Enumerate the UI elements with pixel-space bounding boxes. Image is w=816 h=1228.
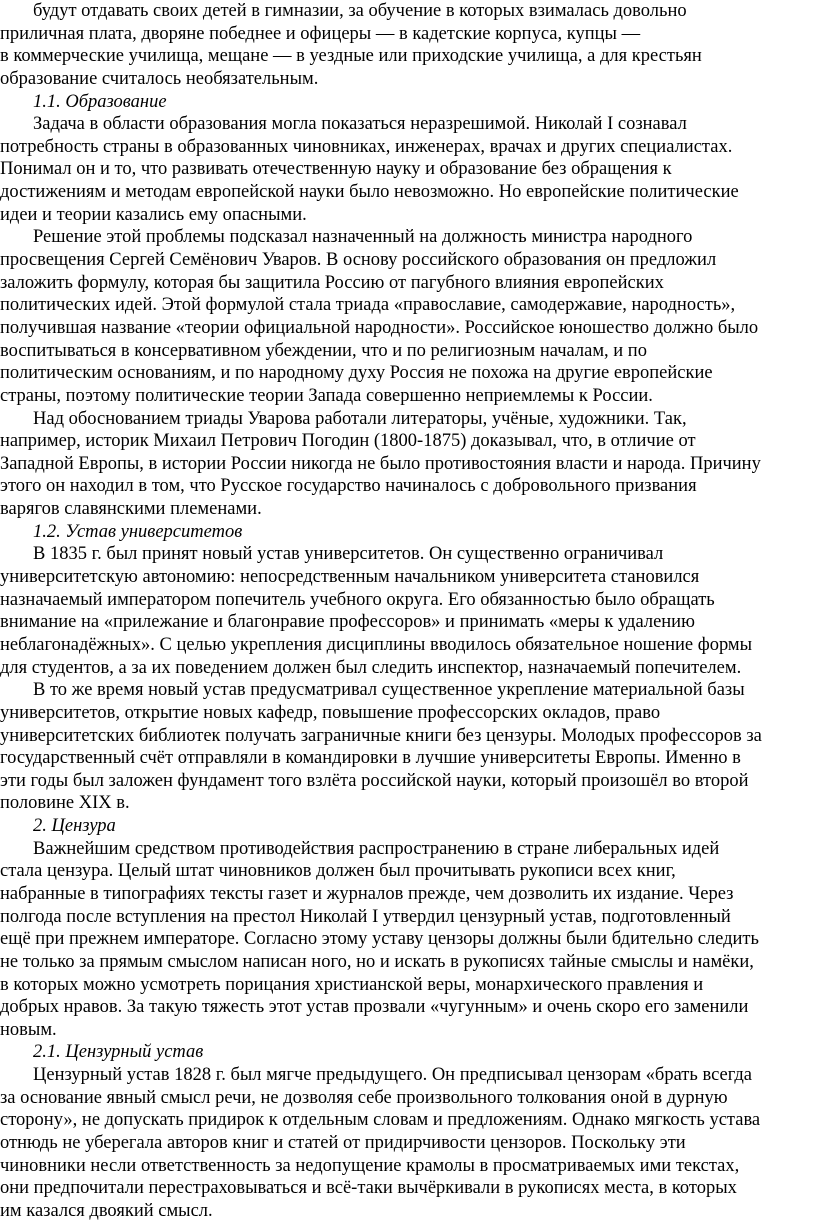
- text-line: этого он находил в том, что Русское государство начиналось с добровольного призвания: [0, 476, 697, 497]
- section-heading: [0, 521, 816, 544]
- text-line: будут отдавать своих детей в гимназии, за обучение в которых взималась довольно: [33, 1, 687, 21]
- text-line: неблагонадёжных». С целью укрепления дисциплины вводилось обязательное ношение формы: [0, 634, 753, 655]
- paragraph: [0, 838, 816, 1042]
- paragraph: [0, 226, 816, 407]
- text-line: Важнейшим средством противодействия распространению в стране либеральных идей: [33, 838, 720, 859]
- text-line: новым.: [0, 1019, 57, 1040]
- text-line: университетов, открытие новых кафедр, повышение профессорских окладов, право: [0, 702, 661, 723]
- text-line: Решение этой проблемы подсказал назначенный на должность министра народного: [33, 227, 693, 248]
- text-line: приличная плата, дворяне победнее и офицеры — в кадетские корпуса, купцы —: [0, 23, 641, 44]
- paragraph: [0, 1064, 816, 1222]
- text-line: В то же время новый устав предусматривал существенное укрепление материальной базы: [33, 680, 745, 701]
- text-line: воспитываться в консервативном убеждении, что и по религиозным началам, и по: [0, 340, 647, 361]
- text-line: заложить формулу, которая бы защитила Россию от пагубного влияния европейских: [0, 272, 664, 293]
- paragraph: [0, 113, 816, 226]
- text-line: половине XIX в.: [0, 793, 130, 814]
- text-line: им казался двоякий смысл.: [0, 1200, 213, 1221]
- text-line: достижениям и методам европейской науки было невозможно. Но европейские политические: [0, 182, 739, 203]
- text-line: эти годы был заложен фундамент того взлёта российской науки, который произошёл во второй: [0, 770, 749, 791]
- text-line: внимание на «прилежание и благонравие профессоров» и принимать «меры к удалению: [0, 612, 695, 633]
- text-line: отнюдь не уберегала авторов книг и статей от придирчивости цензоров. Поскольку эти: [0, 1133, 686, 1154]
- text-line: для студентов, а за их поведением должен был следить инспектор, назначаемый попечителем.: [0, 657, 742, 678]
- text-line: Над обоснованием триады Уварова работали литераторы, учёные, художники. Так,: [33, 408, 687, 429]
- text-line: государственный счёт отправляли в командировки в лучшие университеты Европы. Именно в: [0, 748, 741, 769]
- heading-line: 2.1. Цензурный устав: [33, 1042, 204, 1063]
- text-line: Понимал он и то, что развивать отечественную науку и образование без обращения к: [0, 159, 672, 180]
- text-line: например, историк Михаил Петрович Погодин (1800-1875) доказывал, что, в отличие от: [0, 431, 696, 452]
- paragraph: [0, 679, 816, 815]
- text-line: Цензурный устав 1828 г. был мягче предыдущего. Он предписывал цензорам «брать всегда: [33, 1065, 753, 1086]
- text-line: университетских библиотек получать заграничные книги без цензуры. Молодых профессоров за: [0, 725, 762, 746]
- text-line: они предпочитали перестраховываться и всё-таки вычёркивали в рукописях места, в которых: [0, 1178, 737, 1199]
- text-line: ещё при прежнем императоре. Согласно этому уставу цензоры должны были бдительно следить: [0, 929, 759, 950]
- text-line: политическим основаниям, и по народному духу Россия не похожа на другие европейские: [0, 363, 713, 384]
- text-line: университетскую автономию: непосредственным начальником университета становился: [0, 567, 700, 588]
- text-line: сторону», не допускать придирок к отдельным словам и предложениям. Однако мягкость устава: [0, 1110, 761, 1131]
- text-line: варягов славянскими племенами.: [0, 499, 262, 520]
- text-line: не только за прямым смыслом написан ного, но и искать в рукописях тайные смыслы и намёки,: [0, 951, 754, 972]
- text-line: потребность страны в образованных чиновниках, инженерах, врачах и других специалистах.: [0, 136, 733, 157]
- text-line: в коммерческие училища, мещане — в уездные или приходские училища, а для крестьян: [0, 46, 702, 67]
- text-line: политических идей. Этой формулой стала триада «православие, самодержавие, народность»,: [0, 295, 736, 316]
- text-line: Западной Европы, в истории России никогда не было противостояния власти и народа. Причину: [0, 453, 761, 474]
- text-line: стала цензура. Целый штат чиновников должен был прочитывать рукописи всех книг,: [0, 861, 676, 882]
- text-line: полгода после вступления на престол Николай I утвердил цензурный устав, подготовленный: [0, 906, 731, 927]
- text-line: получившая название «теории официальной народности». Российское юношество должно было: [0, 317, 759, 338]
- text-line: в которых можно усмотреть порицания христианской веры, монархического правления и: [0, 974, 704, 995]
- section-heading: [0, 1041, 816, 1064]
- text-line: за основание явный смысл речи, не дозволяя себе произвольного толкования оной в дурную: [0, 1087, 728, 1108]
- text-line: добрых нравов. За такую тяжесть этот устав прозвали «чугунным» и очень скоро его заменили: [0, 997, 749, 1018]
- section-heading: [0, 91, 816, 114]
- heading-line: 2. Цензура: [33, 816, 116, 837]
- text-line: набранные в типографиях тексты газет и журналов прежде, чем дозволить их издание. Через: [0, 883, 734, 904]
- text-line: идеи и теории казались ему опасными.: [0, 204, 307, 225]
- paragraph: [0, 0, 816, 91]
- paragraph: [0, 543, 816, 679]
- text-line: просвещения Сергей Семёнович Уваров. В основу российского образования он предложил: [0, 250, 717, 271]
- text-line: страны, поэтому политические теории Запада совершенно неприемлемы к России.: [0, 385, 653, 406]
- text-line: В 1835 г. был принят новый устав университетов. Он существенно ограничивал: [33, 544, 664, 565]
- paragraph: [0, 408, 816, 521]
- text-line: образование считалось необязательным.: [0, 68, 319, 89]
- heading-line: 1.2. Устав университетов: [33, 521, 243, 542]
- section-heading: [0, 815, 816, 838]
- heading-line: 1.1. Образование: [33, 91, 167, 112]
- text-line: Задача в области образования могла показаться неразрешимой. Николай I сознавал: [33, 114, 687, 135]
- text-line: чиновники несли ответственность за недопущение крамолы в просматриваемых ими текстах,: [0, 1155, 740, 1176]
- text-line: назначаемый императором попечитель учебного округа. Его обязанностью было обращать: [0, 589, 715, 610]
